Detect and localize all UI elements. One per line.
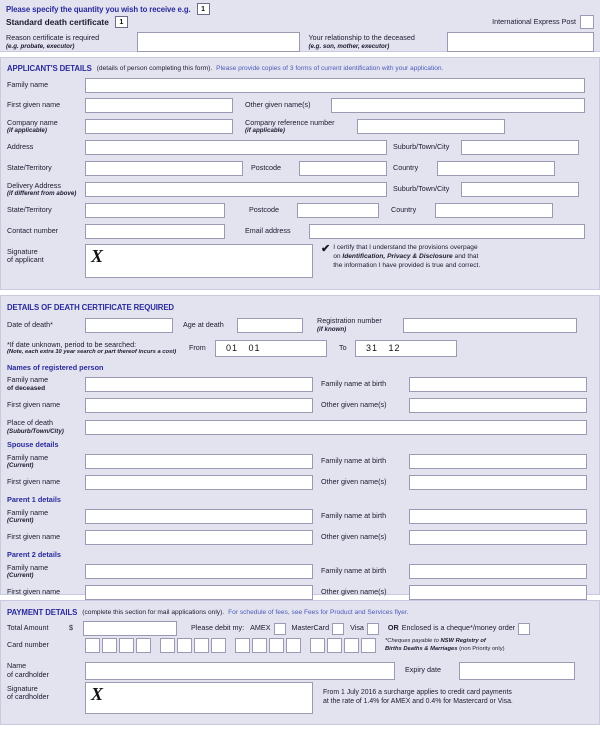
applicant-company-name-label: Company name [7,117,58,127]
cheque-note-line-2 [385,646,510,654]
spouse-family-name-birth-input[interactable] [409,454,587,469]
applicant-first-given-name-row [1,95,599,116]
card-digit-box[interactable] [235,638,250,653]
applicant-delivery-country-input[interactable] [435,203,553,218]
card-digit-box[interactable] [160,638,175,653]
applicant-signature-label-line2: of applicant [7,255,44,265]
payment-heading: PAYMENT DETAILS [7,607,78,617]
spouse-family-name-label-group [7,454,85,470]
cheque-note-registry-1: NSW Registry of [440,638,486,644]
applicant-certification-block [321,244,480,271]
parent1-first-given-name-label: First given name [7,532,61,542]
period-from-input[interactable] [215,340,327,357]
card-digit-box[interactable] [252,638,267,653]
card-number-boxes [85,638,376,653]
payment-heading-note-blue: For schedule of fees, see Fees for Product and Services flyer. [228,608,409,616]
applicant-address-row [1,137,599,158]
card-digit-box[interactable] [327,638,342,653]
spouse-family-name-birth-label: Family name at birth [321,456,387,466]
currency-symbol: $ [69,623,73,633]
parent1-other-given-names-label: Other given name(s) [321,532,387,542]
cheque-note-registry-2: Births Deaths & Marriages [385,645,458,652]
quantity-instruction-label: Please specify the quantity you wish to receive e.g. [6,4,191,14]
applicant-delivery-postcode-label: Postcode [249,205,279,215]
cheque-note-line-1 [385,638,510,646]
parent2-family-name-birth-label: Family name at birth [321,566,387,576]
amex-checkbox[interactable] [274,623,286,635]
period-from-label: From [189,342,206,352]
cardholder-signature-row [1,682,599,718]
deceased-family-name-birth-input[interactable] [409,377,587,392]
period-to-input[interactable] [355,340,457,357]
applicant-delivery-state-row [1,200,599,221]
cheque-money-order-checkbox[interactable] [518,623,530,635]
applicant-email-input[interactable] [309,224,585,239]
parent1-first-given-name-row [1,527,599,548]
registered-person-heading: Names of registered person [7,362,104,372]
deceased-family-name-input[interactable] [85,377,313,392]
certify-line-1: I certify that I understand the provisions overpage [333,244,478,251]
cheque-note-prefix: *Cheques payable to [385,638,441,644]
deceased-other-given-names-input[interactable] [409,398,587,413]
applicant-delivery-postcode-input[interactable] [297,203,379,218]
applicant-company-name-label-group [7,119,85,135]
parent2-family-name-label-group [7,564,85,580]
applicant-signature-label-group [7,244,85,265]
spouse-other-given-names-input[interactable] [409,475,587,490]
spouse-first-given-name-row [1,472,599,493]
standard-certificate-row [6,15,594,29]
expiry-date-label: Expiry date [405,665,441,675]
payment-heading-row [1,605,599,619]
place-of-death-hint: (Suburb/Town/City) [7,427,64,435]
applicant-address-input[interactable] [85,140,387,155]
card-digit-box[interactable] [136,638,151,653]
death-certificate-details-section [0,295,600,595]
international-express-post-checkbox[interactable] [580,15,594,29]
applicant-delivery-country-label: Country [391,205,417,215]
parent1-family-name-label: Family name [7,507,49,517]
applicant-suburb-input[interactable] [461,140,579,155]
cardholder-name-input[interactable] [85,662,395,680]
quantity-section [0,0,600,52]
deceased-first-given-name-input[interactable] [85,398,313,413]
parent1-other-given-names-input[interactable] [409,530,587,545]
applicant-state-input[interactable] [85,161,243,176]
mastercard-checkbox[interactable] [332,623,344,635]
certify-line2-pre: on [333,252,343,260]
parent1-family-name-birth-input[interactable] [409,509,587,524]
reason-input[interactable] [137,32,301,52]
parent2-first-given-name-row [1,582,599,603]
payment-heading-note: (complete this section for mail applications only). [82,608,225,616]
card-digit-box[interactable] [102,638,117,653]
standard-death-certificate-label: Standard death certificate [6,17,109,27]
applicant-company-ref-label-group [245,119,357,135]
registered-person-heading-row [1,360,599,374]
period-note-line2: (Note, each extra 10 year search or part thereof incurs a cost) [7,349,177,356]
cardholder-signature-label-group [7,682,85,702]
spouse-family-name-label: Family name [7,452,49,462]
applicant-delivery-state-input[interactable] [85,203,225,218]
parent2-other-given-names-label: Other given name(s) [321,587,387,597]
applicant-address-label: Address [7,142,34,152]
parent1-family-name-input[interactable] [85,509,313,524]
period-note-line1: *If date unknown, period to be searched: [7,339,137,349]
registration-number-label-group [317,317,403,333]
applicant-postcode-input[interactable] [299,161,387,176]
period-note-group [7,341,185,355]
payment-details-section [0,600,600,725]
relationship-input[interactable] [447,32,594,52]
parent1-family-name-row [1,506,599,527]
applicant-delivery-address-input[interactable] [85,182,387,197]
applicant-signature-x-mark: X [91,246,104,266]
relationship-label-group [308,34,447,50]
parent2-family-name-birth-input[interactable] [409,564,587,579]
example-quantity-box: 1 [197,3,210,15]
surcharge-note-line-2: at the rate of 1.4% for AMEX and 0.4% for Mastercard or Visa. [323,698,513,706]
relationship-label: Your relationship to the deceased [308,33,415,43]
parent2-heading: Parent 2 details [7,550,61,559]
applicant-delivery-state-label: State/Territory [7,205,52,215]
applicant-country-input[interactable] [437,161,555,176]
applicant-details-section [0,57,600,290]
cardholder-signature-box[interactable] [85,682,313,714]
date-of-death-row [1,314,599,336]
card-digit-box[interactable] [119,638,134,653]
applicant-delivery-suburb-input[interactable] [461,182,579,197]
certify-line2-post: and that [452,252,479,260]
spouse-heading: Spouse details [7,440,59,449]
applicant-company-name-input[interactable] [85,119,233,134]
card-digit-box[interactable] [211,638,226,653]
card-digit-box[interactable] [269,638,284,653]
cardholder-signature-label-line1: Signature [7,684,38,693]
applicant-first-given-name-input[interactable] [85,98,233,113]
applicant-family-name-row [1,75,599,95]
cardholder-name-label-line2: of cardholder [7,669,49,679]
deceased-family-name-label-group [7,376,85,392]
applicant-delivery-suburb-label: Suburb/Town/City [393,184,450,194]
spouse-family-name-input[interactable] [85,454,313,469]
spouse-first-given-name-input[interactable] [85,475,313,490]
parent2-family-name-row [1,561,599,582]
relationship-hint: (e.g. son, mother, executor) [308,42,390,50]
death-certificate-heading-row [1,300,599,314]
parent2-heading-row [1,548,599,561]
parent2-family-name-label: Family name [7,562,49,572]
registration-number-label: Registration number [317,316,382,326]
payment-amount-row [1,619,599,638]
cardholder-signature-label-line2: of cardholder [7,692,49,702]
applicant-company-row [1,116,599,137]
card-digit-box[interactable] [310,638,325,653]
parent1-family-name-hint: (Current) [7,517,34,525]
applicant-company-ref-hint: (if applicable) [245,127,285,135]
card-number-label: Card number [7,640,49,649]
surcharge-note-line-1: From 1 July 2016 a surcharge applies to credit card payments [323,689,512,696]
reason-label-group [6,34,137,50]
place-of-death-input[interactable] [85,420,587,435]
applicant-delivery-address-row [1,179,599,200]
applicant-contact-number-label: Contact number [7,226,59,236]
mastercard-label: MasterCard [291,623,330,633]
applicant-company-ref-label: Company reference number [245,117,335,127]
registration-number-hint: (if known) [317,325,347,333]
deceased-first-given-name-row [1,395,599,416]
deceased-first-given-name-label: First given name [7,400,61,410]
or-label: OR [387,623,399,633]
reason-label: Reason certificate is required [6,33,100,43]
applicant-other-given-names-label: Other given name(s) [245,100,311,110]
place-of-death-label-group [7,419,85,435]
applicant-delivery-address-hint: (if different from above) [7,190,77,198]
card-digit-box[interactable] [194,638,209,653]
card-number-row [1,638,599,659]
card-digit-box[interactable] [361,638,376,653]
applicant-heading-note: (details of person completing this form). [96,65,213,72]
card-digit-box[interactable] [344,638,359,653]
spouse-first-given-name-label: First given name [7,477,61,487]
cheque-money-order-label: Enclosed is a cheque*/money order [401,623,516,633]
applicant-heading: APPLICANT'S DETAILS [7,64,92,73]
applicant-company-ref-input[interactable] [357,119,505,134]
deceased-family-name-row [1,374,599,395]
applicant-contact-number-input[interactable] [85,224,225,239]
parent2-family-name-hint: (Current) [7,572,34,580]
standard-certificate-quantity-input[interactable]: 1 [115,16,128,28]
age-at-death-input[interactable] [237,318,303,333]
applicant-family-name-input[interactable] [85,78,585,93]
parent2-first-given-name-input[interactable] [85,585,313,600]
parent1-heading: Parent 1 details [7,495,61,504]
certify-line2-italic: Identification, Privacy & Disclosure [342,252,453,260]
please-debit-my-label: Please debit my: [191,623,245,633]
applicant-certification-text [333,244,480,271]
visa-label: Visa [350,623,364,633]
parent1-family-name-label-group [7,509,85,525]
parent2-family-name-input[interactable] [85,564,313,579]
spouse-family-name-hint: (Current) [7,462,34,470]
cheque-payable-note [385,638,510,653]
period-to-be-searched-row [1,336,599,360]
applicant-first-given-name-label: First given name [7,100,61,110]
applicant-company-name-hint: (if applicable) [7,127,47,135]
parent2-first-given-name-label: First given name [7,587,61,597]
cardholder-name-row [1,659,599,682]
spouse-heading-row [1,438,599,451]
applicant-state-row [1,158,599,179]
total-amount-label: Total Amount [7,623,49,633]
visa-checkbox[interactable] [367,623,379,635]
certify-line-3: the information I have provided is true and correct. [333,261,481,269]
reason-hint: (e.g. probate, executor) [6,42,75,50]
cardholder-name-label-line1: Name [7,661,27,671]
applicant-heading-note-blue: Please provide copies of 3 forms of current identification with your application. [216,65,444,72]
applicant-suburb-label: Suburb/Town/City [393,142,450,152]
cheque-note-suffix: (non Priority only) [457,645,505,652]
cardholder-signature-x-mark: X [91,684,104,704]
amex-label: AMEX [250,623,271,633]
applicant-state-label: State/Territory [7,163,52,173]
deceased-family-name-label: Family name [7,375,49,385]
applicant-family-name-label: Family name [7,79,49,89]
card-digit-box[interactable] [85,638,100,653]
parent1-first-given-name-input[interactable] [85,530,313,545]
applicant-postcode-label: Postcode [251,163,281,173]
applicant-heading-row [1,62,599,75]
quantity-instruction-row [6,3,594,15]
deceased-family-name-hint: of deceased [7,384,46,392]
death-certificate-heading: DETAILS OF DEATH CERTIFICATE REQUIRED [7,302,174,312]
total-amount-input[interactable] [83,621,177,636]
applicant-country-label: Country [393,163,419,173]
spouse-family-name-row [1,451,599,472]
parent2-other-given-names-input[interactable] [409,585,587,600]
date-of-death-input[interactable] [85,318,173,333]
age-at-death-label: Age at death [183,319,224,329]
period-to-label: To [339,342,347,352]
place-of-death-label: Place of death [7,418,53,428]
registration-number-input[interactable] [403,318,577,333]
card-digit-box[interactable] [286,638,301,653]
surcharge-note [323,682,513,707]
expiry-date-input[interactable] [459,662,575,680]
check-icon: ✔ [321,243,331,255]
applicant-signature-row [1,242,599,284]
spouse-other-given-names-label: Other given name(s) [321,477,387,487]
international-express-post-label: International Express Post [492,16,576,26]
parent1-heading-row [1,493,599,506]
card-digit-box[interactable] [177,638,192,653]
deceased-other-given-names-label: Other given name(s) [321,400,387,410]
parent1-family-name-birth-label: Family name at birth [321,511,387,521]
date-of-death-label: Date of death* [7,319,53,329]
deceased-family-name-birth-label: Family name at birth [321,379,387,389]
applicant-signature-box[interactable] [85,244,313,278]
applicant-email-label: Email address [245,226,291,236]
applicant-delivery-address-label: Delivery Address [7,180,61,190]
applicant-other-given-names-input[interactable] [331,98,585,113]
certify-line-2 [333,253,480,262]
place-of-death-row [1,416,599,438]
reason-relationship-row [6,32,594,52]
applicant-contact-row [1,221,599,242]
applicant-delivery-address-label-group [7,182,85,198]
cardholder-name-label-group [7,662,85,679]
applicant-signature-label-line1: Signature [7,247,38,256]
